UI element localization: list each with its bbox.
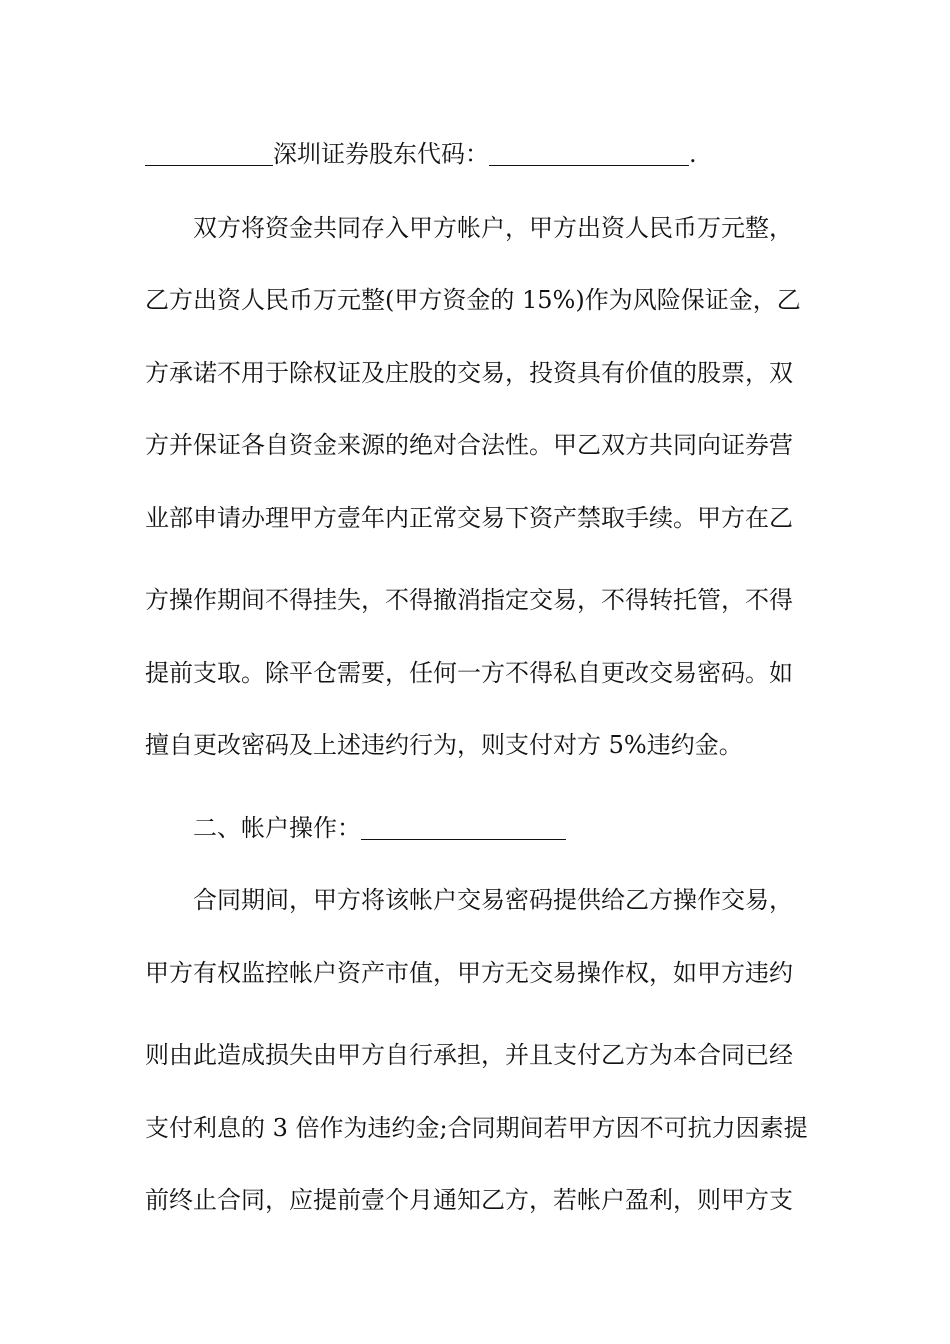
paragraph-line: 方并保证各自资金来源的绝对合法性。甲乙双方共同向证券营 <box>145 431 793 459</box>
paragraph-line: 合同期间，甲方将该帐户交易密码提供给乙方操作交易， <box>193 886 793 914</box>
paragraph-line: 甲方有权监控帐户资产市值，甲方无交易操作权，如甲方违约 <box>145 959 793 987</box>
section-heading: 二、帐户操作： <box>193 814 361 842</box>
paragraph-line: 乙方出资人民币万元整(甲方资金的 15%)作为风险保证金，乙 <box>145 286 801 314</box>
shareholder-code-blank <box>489 139 689 166</box>
paragraph-line: 支付利息的 3 倍作为违约金;合同期间若甲方因不可抗力因素提 <box>145 1114 808 1142</box>
account-operation-blank <box>361 813 566 840</box>
blank-field <box>145 139 273 166</box>
paragraph-line: 方操作期间不得挂失，不得撤消指定交易，不得转托管，不得 <box>145 586 793 614</box>
section-heading-line <box>193 808 810 848</box>
paragraph-line: 前终止合同，应提前壹个月通知乙方，若帐户盈利，则甲方支 <box>145 1186 793 1214</box>
shareholder-code-line <box>145 134 810 174</box>
paragraph-line: 则由此造成损失由甲方自行承担，并且支付乙方为本合同已经 <box>145 1041 793 1069</box>
paragraph-line: 方承诺不用于除权证及庄股的交易，投资具有价值的股票，双 <box>145 359 793 387</box>
paragraph-line: 擅自更改密码及上述违约行为，则支付对方 5%违约金。 <box>145 731 743 759</box>
paragraph-line: 业部申请办理甲方壹年内正常交易下资产禁取手续。甲方在乙 <box>145 504 793 532</box>
line-end-mark: . <box>689 140 697 168</box>
shareholder-code-label: 深圳证券股东代码： <box>273 140 489 168</box>
paragraph-line: 双方将资金共同存入甲方帐户，甲方出资人民币万元整， <box>193 214 793 242</box>
paragraph-line: 提前支取。除平仓需要，任何一方不得私自更改交易密码。如 <box>145 659 793 687</box>
